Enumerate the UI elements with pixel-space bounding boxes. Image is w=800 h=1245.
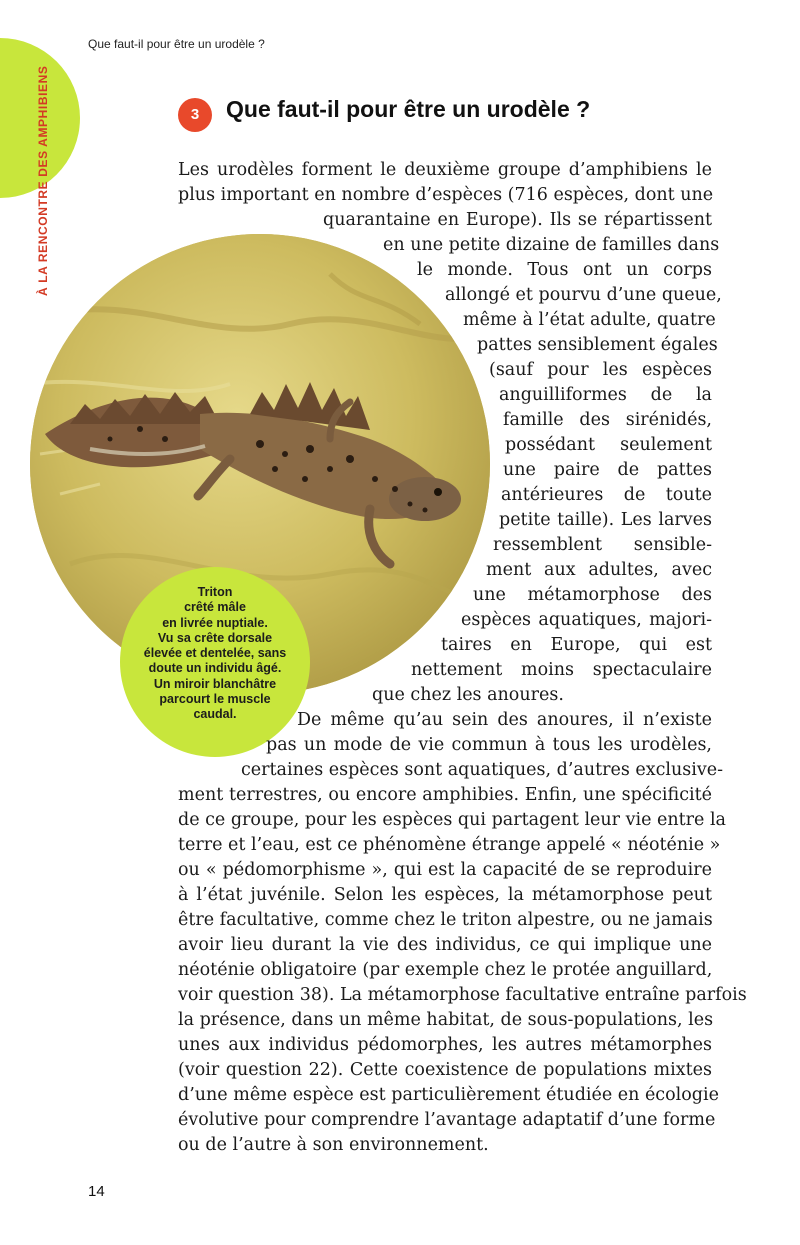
- body-line: certaines espèces sont aquatiques, d’autres exclusive-: [241, 760, 724, 780]
- body-line: avoir lieu durant la vie des individus, ce qui implique une: [178, 935, 712, 955]
- body-line: famille des sirénidés,: [503, 410, 712, 430]
- body-line: une métamorphose des: [473, 585, 712, 605]
- body-line: ment terrestres, ou encore amphibies. Enfin, une spécificité: [178, 785, 712, 805]
- body-line: pattes sensiblement égales: [477, 335, 718, 355]
- body-line: antérieures de toute: [501, 485, 712, 505]
- body-line: à l’état juvénile. Selon les espèces, la métamorphose peut: [178, 885, 712, 905]
- running-head: Que faut-il pour être un urodèle ?: [88, 37, 265, 51]
- body-line: que chez les anoures.: [372, 685, 564, 705]
- caption-line: caudal.: [193, 707, 237, 722]
- body-line: nettement moins spectaculaire: [411, 660, 712, 680]
- caption-line: doute un individu âgé.: [148, 661, 282, 676]
- body-line: (voir question 22). Cette coexistence de populations mixtes: [178, 1060, 712, 1080]
- body-line: quarantaine en Europe). Ils se répartissent: [323, 210, 712, 230]
- caption-line: Vu sa crête dorsale: [157, 630, 273, 645]
- body-line: (sauf pour les espèces: [489, 360, 712, 380]
- page-title: Que faut-il pour être un urodèle ?: [226, 96, 591, 122]
- caption-line: élevée et dentelée, sans: [143, 646, 287, 661]
- body-line: petite taille). Les larves: [499, 510, 712, 530]
- body-line: une paire de pattes: [503, 460, 712, 480]
- body-line: espèces aquatiques, majori-: [461, 610, 712, 630]
- body-line: anguilliformes de la: [499, 385, 712, 405]
- body-line: néoténie obligatoire (par exemple chez le protée anguillard,: [178, 960, 713, 980]
- body-line: ou « pédomorphisme », qui est la capacité de se reproduire: [178, 860, 712, 880]
- caption-line: Un miroir blanchâtre: [153, 676, 277, 691]
- body-line: unes aux individus pédomorphes, les autres métamorphes: [178, 1035, 712, 1055]
- photo-caption: [120, 567, 310, 757]
- caption-line: Triton: [197, 585, 233, 599]
- body-line: en une petite dizaine de familles dans: [383, 235, 720, 255]
- body-line: le monde. Tous ont un corps: [417, 260, 712, 280]
- section-side-label: À LA RENCONTRE DES AMPHIBIENS: [36, 65, 50, 296]
- page-number: 14: [88, 1183, 105, 1200]
- body-line: terre et l’eau, est ce phénomène étrange appelé « néoténie »: [178, 835, 721, 855]
- caption-line: en livrée nuptiale.: [162, 615, 268, 630]
- caption-line: parcourt le muscle: [159, 692, 271, 707]
- body-line: de ce groupe, pour les espèces qui partagent leur vie entre la: [178, 810, 726, 830]
- body-line: allongé et pourvu d’une queue,: [445, 285, 722, 305]
- body-line: pas un mode de vie commun à tous les urodèles,: [266, 735, 712, 755]
- body-line: voir question 38). La métamorphose facultative entraîne parfois: [178, 985, 747, 1005]
- body-line: évolutive pour comprendre l’avantage adaptatif d’une forme: [178, 1110, 716, 1130]
- body-line: d’une même espèce est particulièrement étudiée en écologie: [178, 1085, 719, 1105]
- body-line: la présence, dans un même habitat, de sous-populations, les: [178, 1010, 714, 1030]
- caption-line: crêté mâle: [184, 600, 246, 615]
- body-line: De même qu’au sein des anoures, il n’existe: [297, 710, 712, 730]
- question-number-badge: 3: [178, 98, 212, 132]
- body-line: ressemblent sensible-: [493, 535, 712, 555]
- body-line: même à l’état adulte, quatre: [463, 310, 716, 330]
- body-line: Les urodèles forment le deuxième groupe d’amphibiens le: [178, 160, 712, 180]
- body-line: plus important en nombre d’espèces (716 espèces, dont une: [178, 185, 714, 205]
- body-line: ment aux adultes, avec: [486, 560, 712, 580]
- body-line: être facultative, comme chez le triton alpestre, ou ne jamais: [178, 910, 713, 930]
- body-line: possédant seulement: [505, 435, 712, 455]
- body-line: taires en Europe, qui est: [441, 635, 712, 655]
- body-line: ou de l’autre à son environnement.: [178, 1135, 489, 1155]
